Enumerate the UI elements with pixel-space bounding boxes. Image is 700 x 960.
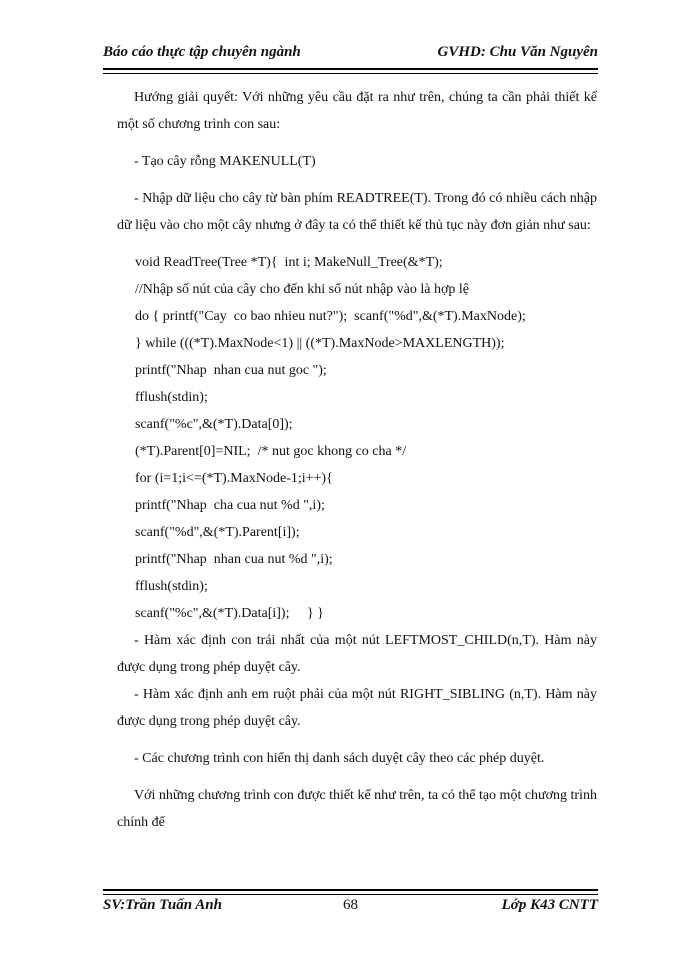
header-supervisor: GVHD: Chu Văn Nguyên bbox=[437, 44, 598, 60]
code-line: printf("Nhap nhan cua nut %d ",i); bbox=[135, 552, 333, 567]
header-report-title: Báo cáo thực tập chuyên ngành bbox=[103, 44, 301, 60]
page-footer bbox=[103, 897, 598, 919]
footer-class: Lớp K43 CNTT bbox=[501, 897, 598, 913]
page-body bbox=[117, 84, 597, 836]
paragraph-closing: Với những chương trình con được thiết kế như trên, ta có thể tạo một chương trình chính để bbox=[117, 788, 597, 830]
footer-student: SV:Trần Tuấn Anh bbox=[103, 897, 222, 913]
code-line: printf("Nhap nhan cua nut goc "); bbox=[135, 363, 327, 378]
code-line: do { printf("Cay co bao nhieu nut?"); scanf("%d",&(*T).MaxNode); bbox=[135, 309, 526, 324]
code-line: printf("Nhap cha cua nut %d ",i); bbox=[135, 498, 325, 513]
code-line: for (i=1;i<=(*T).MaxNode-1;i++){ bbox=[135, 471, 333, 486]
paragraph-intro: Hướng giải quyết: Với những yêu cầu đặt ra như trên, chúng ta cần phải thiết kế một số chương trình con sau: bbox=[117, 90, 597, 132]
paragraph-leftmost-child: - Hàm xác định con trái nhất của một nút LEFTMOST_CHILD(n,T). Hàm này được dụng trong phép duyệt cây. bbox=[117, 633, 597, 675]
code-line: scanf("%c",&(*T).Data[0]); bbox=[135, 417, 293, 432]
paragraph-readtree: - Nhập dữ liệu cho cây từ bàn phím READTREE(T). Trong đó có nhiều cách nhập dữ liệu vào cho một cây nhưng ở đây ta có thể thiết kế thủ tục này đơn giản như sau: bbox=[117, 191, 597, 233]
paragraph-display: - Các chương trình con hiển thị danh sách duyệt cây theo các phép duyệt. bbox=[134, 751, 545, 766]
code-line: //Nhập số nút của cây cho đến khi số nút nhập vào là hợp lệ bbox=[135, 282, 469, 297]
code-line: } while (((*T).MaxNode<1) || ((*T).MaxNode>MAXLENGTH)); bbox=[135, 336, 505, 351]
code-line: void ReadTree(Tree *T){ int i; MakeNull_Tree(&*T); bbox=[135, 255, 443, 270]
paragraph-makenull: - Tạo cây rỗng MAKENULL(T) bbox=[134, 154, 316, 169]
paragraph-right-sibling: - Hàm xác định anh em ruột phải của một nút RIGHT_SIBLING (n,T). Hàm này được dụng trong phép duyệt cây. bbox=[117, 687, 597, 729]
page-number: 68 bbox=[343, 897, 358, 913]
code-block bbox=[117, 249, 597, 627]
code-line: (*T).Parent[0]=NIL; /* nut goc khong co cha */ bbox=[135, 444, 407, 459]
code-line: scanf("%c",&(*T).Data[i]); } } bbox=[135, 606, 324, 621]
page-header bbox=[103, 44, 598, 66]
header-rule bbox=[103, 68, 598, 74]
footer-rule bbox=[103, 889, 598, 895]
code-line: scanf("%d",&(*T).Parent[i]); bbox=[135, 525, 300, 540]
code-line: fflush(stdin); bbox=[135, 579, 208, 594]
code-line: fflush(stdin); bbox=[135, 390, 208, 405]
